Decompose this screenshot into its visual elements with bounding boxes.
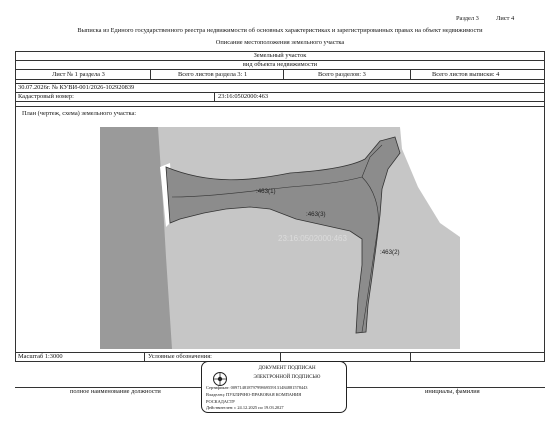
plan-drawing [100, 127, 460, 349]
position-caption: полное наименование должности [70, 388, 161, 395]
document-title: Выписка из Единого государственного реестра недвижимости об основных характеристиках и зарегистрированных правах на объект недвижимости [77, 27, 483, 34]
extract-date-number: 30.07.2026г. № КУВИ-001/2026-102920839 [18, 84, 135, 91]
signature-stamp [201, 361, 347, 413]
object-kind-caption: вид объекта недвижимости [242, 61, 318, 68]
plan-caption: План (чертеж, схема) земельного участка: [22, 110, 137, 117]
label-parcel-2: :463(2) [380, 249, 400, 256]
stamp-valid: Действителен: с 24.12.2025 по 19.03.2027 [206, 405, 284, 410]
stamp-cert: Сертификат: 00971481879799869559131484881578443 [206, 385, 308, 390]
stamp-owner2: РОСКАДАСТР [206, 399, 235, 404]
stamp-line2: ЭЛЕКТРОННОЙ ПОДПИСЬЮ [253, 375, 321, 380]
scale-label: Масштаб 1:3000 [18, 353, 63, 360]
legend-label: Условные обозначения: [148, 353, 212, 360]
label-parcel-3: :463(3) [306, 211, 326, 218]
object-type: Земельный участок [253, 52, 307, 59]
stamp-owner: Владелец: ПУБЛИЧНО-ПРАВОВАЯ КОМПАНИЯ [206, 392, 302, 397]
cadastral-number: 23:16:0502000:463 [218, 93, 269, 100]
label-parcel-1: :463(1) [256, 188, 276, 195]
total-sections: Всего разделов: 3 [318, 71, 366, 78]
cadastral-label: Кадастровый номер: [18, 93, 74, 100]
sheet-label: Лист 4 [496, 15, 515, 22]
total-sheets-extract: Всего листов выписки: 4 [432, 71, 500, 78]
label-overlay: 23:16:0502000:463 [278, 234, 347, 243]
total-sheets-section: Всего листов раздела 3: 1 [178, 71, 248, 78]
initials-caption: инициалы, фамилия [425, 388, 480, 395]
plan-map [100, 127, 460, 349]
stamp-line1: ДОКУМЕНТ ПОДПИСАН [258, 366, 316, 371]
sheet-number: Лист № 1 раздела 3 [52, 71, 105, 78]
section-label: Раздел 3 [456, 15, 479, 22]
document-subtitle: Описание местоположения земельного участка [215, 39, 345, 46]
